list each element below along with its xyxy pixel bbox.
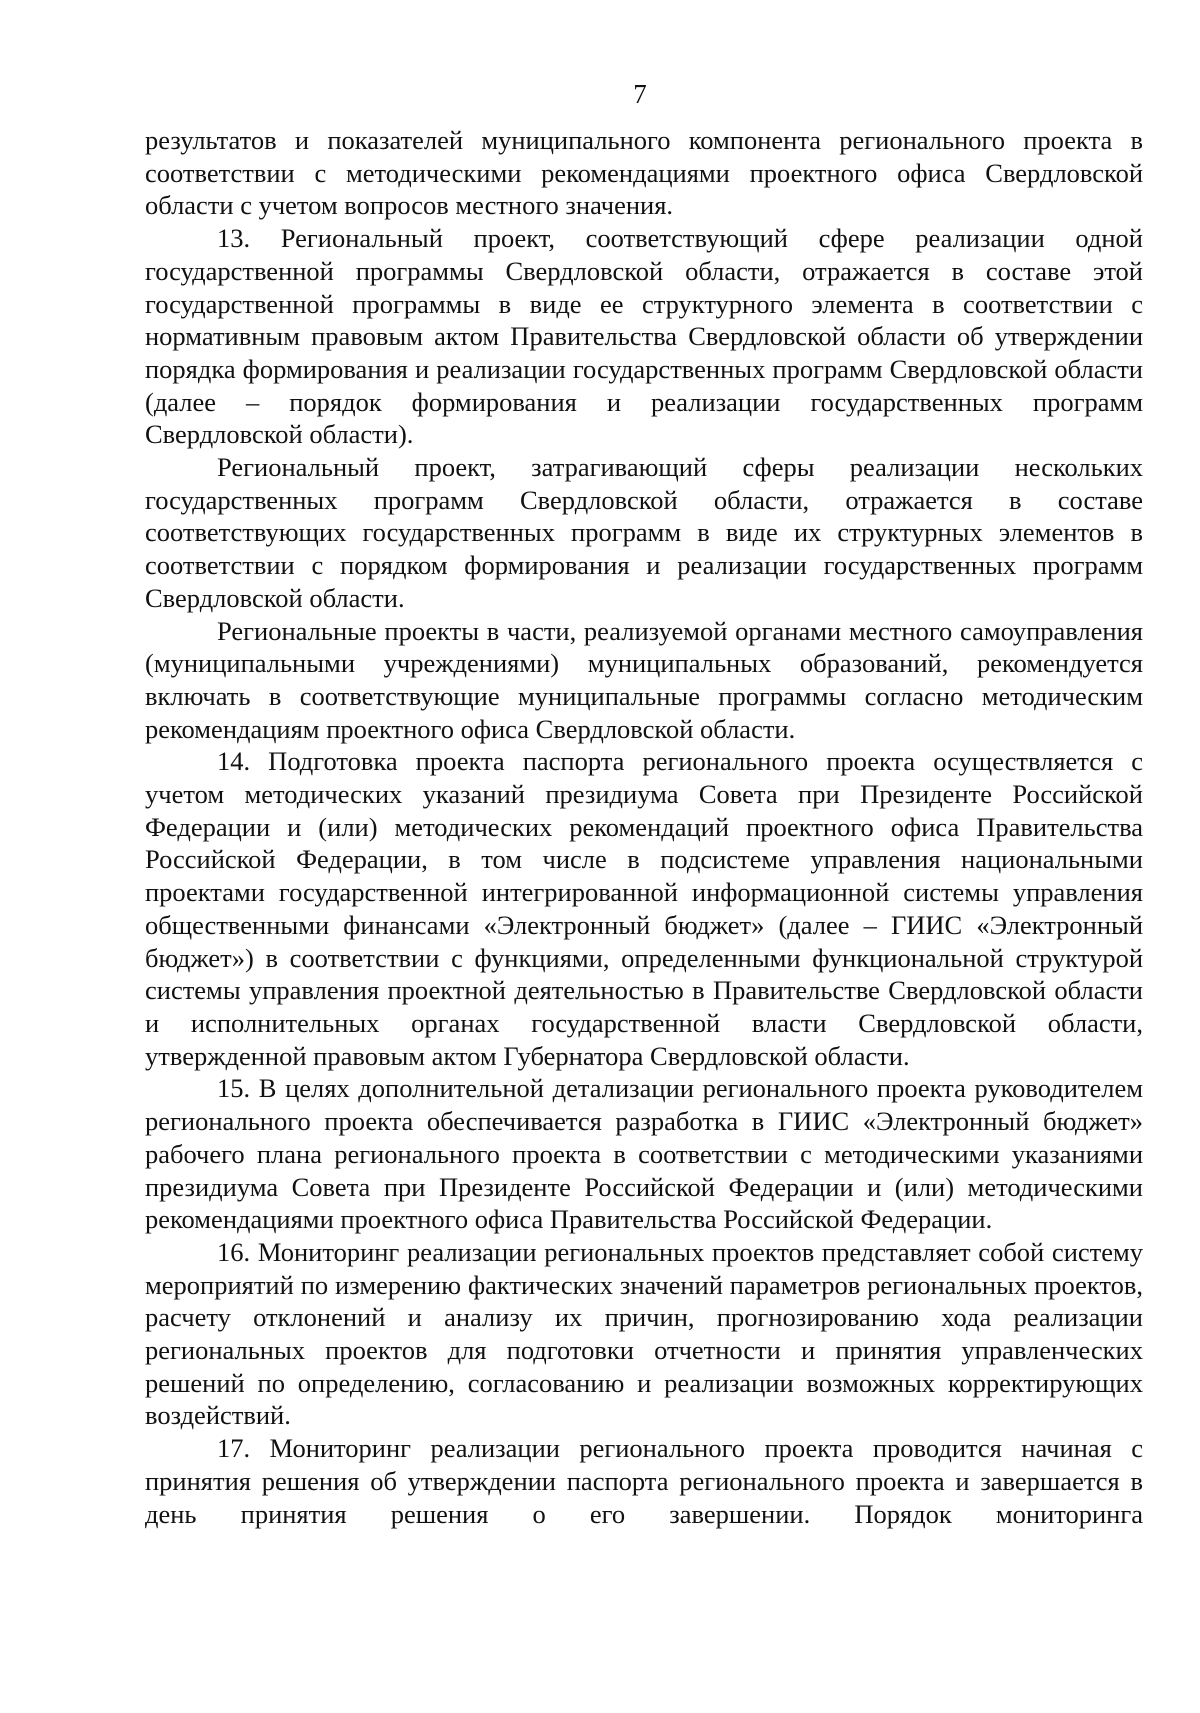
paragraph-15: 15. В целях дополнительной детализации регионального проекта руководителем регионального проекта обеспечивается разработка в ГИИС «Электронный бюджет» рабочего плана регионального проекта в соответствии с методическими указаниями президиума Совета при Президенте Российской Федерации и (или) методическими рекомендациями проектного офиса Правительства Российской Федерации. — [145, 1073, 1143, 1235]
paragraph-13-municipal-programs: Региональные проекты в части, реализуемой органами местного самоуправления (муниципальными учреждениями) муниципальных образований, рекомендуется включать в соответствующие муниципальные программы согласно методическим рекомендациям проектного офиса Свердловской области. — [145, 615, 1143, 744]
paragraph-16: 16. Мониторинг реализации региональных проектов представляет собой систему мероприятий по измерению фактических значений параметров региональных проектов, расчету отклонений и анализу их причин, прогнозированию хода реализации региональных проектов для подготовки отчетности и принятия управленческих решений по определению, согласованию и реализации возможных корректирующих воздействий. — [145, 1236, 1143, 1431]
paragraph-continuation: результатов и показателей муниципального компонента регионального проекта в соответствии с методическими рекомендациями проектного офиса Свердловской области с учетом вопросов местного значения. — [145, 125, 1143, 221]
page-number: 7 — [633, 79, 647, 109]
paragraph-17: 17. Мониторинг реализации регионального проекта проводится начиная с принятия решения об утверждении паспорта регионального проекта и завершается в день принятия решения о его завершении. Порядок мониторинга — [145, 1433, 1143, 1529]
paragraph-13-regional-project-multiple-programs: Региональный проект, затрагивающий сферы реализации нескольких государственных программ Свердловской области, отражается в составе соответствующих государственных программ в виде их структурных элементов в соответствии с порядком формирования и реализации государственных программ Свердловской области. — [145, 452, 1143, 613]
paragraph-14: 14. Подготовка проекта паспорта регионального проекта осуществляется с учетом методических указаний президиума Совета при Президенте Российской Федерации и (или) методических рекомендаций проектного офиса Правительства Российской Федерации, в том числе в подсистеме управления национальными проектами государственной интегрированной информационной системы управления общественными финансами «Электронный бюджет» (далее – ГИИС «Электронный бюджет») в соответствии с функциями, определенными функциональной структурой системы управления проектной деятельностью в Правительстве Свердловской области и исполнительных органах государственной власти Свердловской области, утвержденной правовым актом Губернатора Свердловской области. — [145, 746, 1143, 1071]
document-body — [145, 124, 1143, 1530]
paragraph-13: 13. Региональный проект, соответствующий сфере реализации одной государственной программы Свердловской области, отражается в составе этой государственной программы в виде ее структурного элемента в соответствии с нормативным правовым актом Правительства Свердловской области об утверждении порядка формирования и реализации государственных программ Свердловской области (далее – порядок формирования и реализации государственных программ Свердловской области). — [145, 223, 1143, 450]
